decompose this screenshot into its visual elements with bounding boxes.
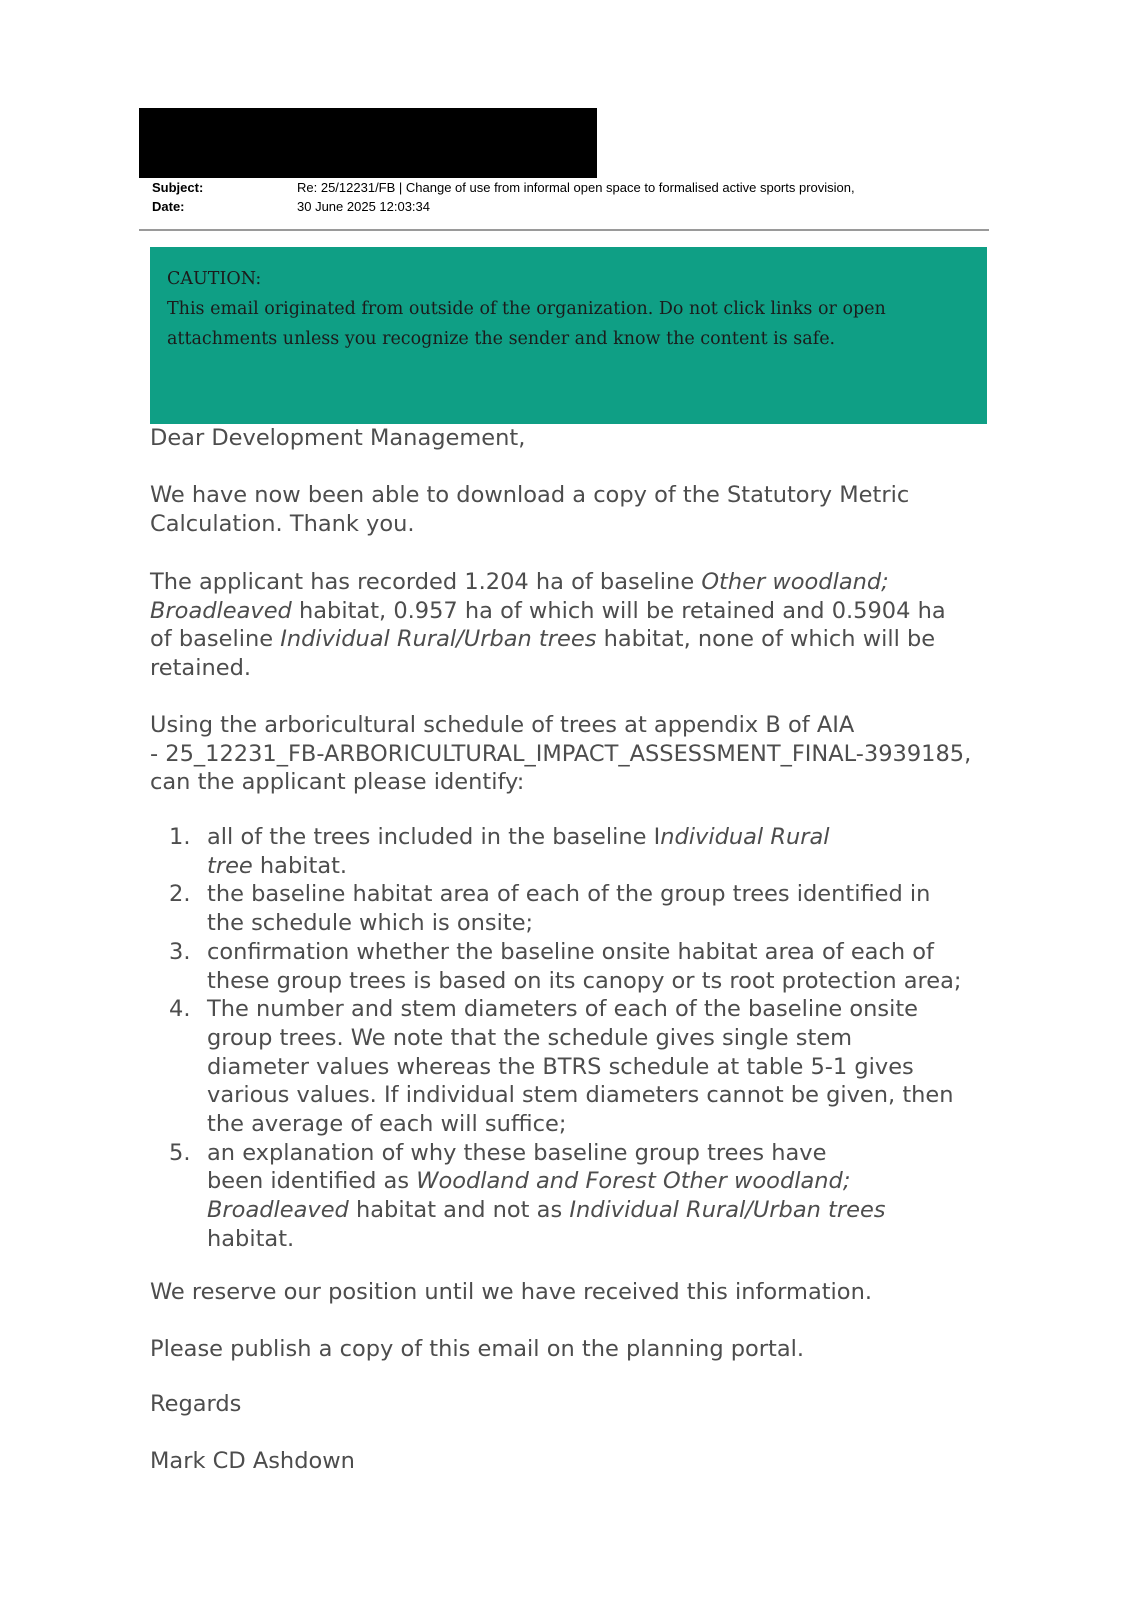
paragraph-line: - 25_12231_FB-ARBORICULTURAL_IMPACT_ASSESSMENT_FINAL-3939185,	[150, 740, 972, 767]
list-item	[150, 1139, 962, 1254]
italic-run: Broadleaved	[150, 597, 292, 624]
email-body	[150, 424, 995, 1474]
italic-run: Broadleaved	[207, 1197, 349, 1224]
paragraph-download	[150, 481, 909, 538]
text-run: all of the trees included in the baseline I	[207, 824, 661, 850]
caution-title: CAUTION:	[167, 269, 262, 289]
list-number: 4.	[169, 996, 191, 1023]
text-run: habitat, none of which will be	[596, 626, 936, 653]
list-line	[207, 823, 962, 852]
italic-run: Woodland and Forest Other woodland;	[416, 1168, 851, 1195]
caution-line-2: attachments unless you recognize the sender and know the content is safe.	[167, 329, 836, 349]
date-value: 30 June 2025 12:03:34	[297, 199, 431, 214]
paragraph-schedule	[150, 711, 971, 797]
italic-run: ndividual Rural	[660, 824, 830, 850]
text-run: been identified as	[207, 1168, 417, 1195]
italic-run: tree	[207, 852, 253, 879]
list-item	[150, 823, 962, 880]
list-number: 3.	[169, 938, 191, 965]
paragraph-line: retained.	[150, 655, 251, 682]
list-line: habitat.	[207, 1225, 295, 1252]
list-line: an explanation of why these baseline group trees have	[207, 1139, 827, 1166]
list-line: various values. If individual stem diameters cannot be given, then	[207, 1082, 954, 1109]
list-item	[150, 938, 962, 995]
paragraph-line	[150, 597, 946, 626]
list-item	[150, 880, 962, 937]
list-number: 1.	[169, 824, 191, 850]
list-line: group trees. We note that the schedule gives single stem	[207, 1024, 853, 1051]
italic-run: Individual Rural/Urban trees	[569, 1197, 886, 1224]
list-line: the schedule which is onsite;	[207, 910, 534, 937]
greeting: Dear Development Management,	[150, 425, 526, 451]
text-run: habitat and not as	[348, 1197, 570, 1224]
caution-banner	[150, 247, 987, 424]
list-line	[207, 852, 962, 881]
paragraph-line	[150, 625, 946, 654]
list-line: diameter values whereas the BTRS schedule at table 5-1 gives	[207, 1053, 914, 1080]
text-run: of baseline	[150, 626, 281, 653]
sign-off: Regards	[150, 1391, 242, 1417]
paragraph-baseline	[150, 568, 946, 683]
list-line: these group trees is based on its canopy or ts root protection area;	[207, 967, 962, 994]
list-line	[207, 1196, 962, 1225]
text-run: habitat, 0.957 ha of which will be retained and 0.5904 ha	[291, 597, 946, 624]
italic-run: Individual Rural/Urban trees	[280, 626, 597, 653]
list-line: confirmation whether the baseline onsite habitat area of each of	[207, 938, 934, 965]
list-number: 2.	[169, 881, 191, 908]
paragraph-reserve: We reserve our position until we have received this information.	[150, 1279, 872, 1305]
paragraph-line: Calculation. Thank you.	[150, 510, 415, 537]
paragraph-line: Using the arboricultural schedule of trees at appendix B of AIA	[150, 712, 855, 738]
paragraph-line	[150, 568, 946, 597]
subject-label: Subject:	[152, 180, 204, 195]
date-label: Date:	[152, 199, 185, 214]
text-run: habitat.	[252, 852, 348, 879]
text-run: The applicant has recorded 1.204 ha of baseline	[150, 569, 702, 595]
list-line: the average of each will suffice;	[207, 1111, 567, 1138]
list-line	[207, 1167, 962, 1196]
header-divider	[139, 229, 989, 231]
list-line: The number and stem diameters of each of the baseline onsite	[207, 996, 919, 1023]
subject-value: Re: 25/12231/FB | Change of use from informal open space to formalised active sports provision,	[297, 180, 855, 195]
list-number: 5.	[169, 1139, 191, 1166]
paragraph-line: can the applicant please identify:	[150, 769, 525, 796]
caution-line-1: This email originated from outside of the organization. Do not click links or open	[167, 299, 886, 319]
signature-name: Mark CD Ashdown	[150, 1448, 355, 1474]
list-item	[150, 995, 962, 1139]
request-list	[150, 823, 962, 1254]
italic-run: Other woodland;	[701, 569, 889, 595]
paragraph-publish: Please publish a copy of this email on the planning portal.	[150, 1336, 805, 1362]
redacted-sender-block	[139, 108, 597, 178]
list-line: the baseline habitat area of each of the group trees identified in	[207, 881, 931, 908]
paragraph-line: We have now been able to download a copy of the Statutory Metric	[150, 482, 910, 508]
